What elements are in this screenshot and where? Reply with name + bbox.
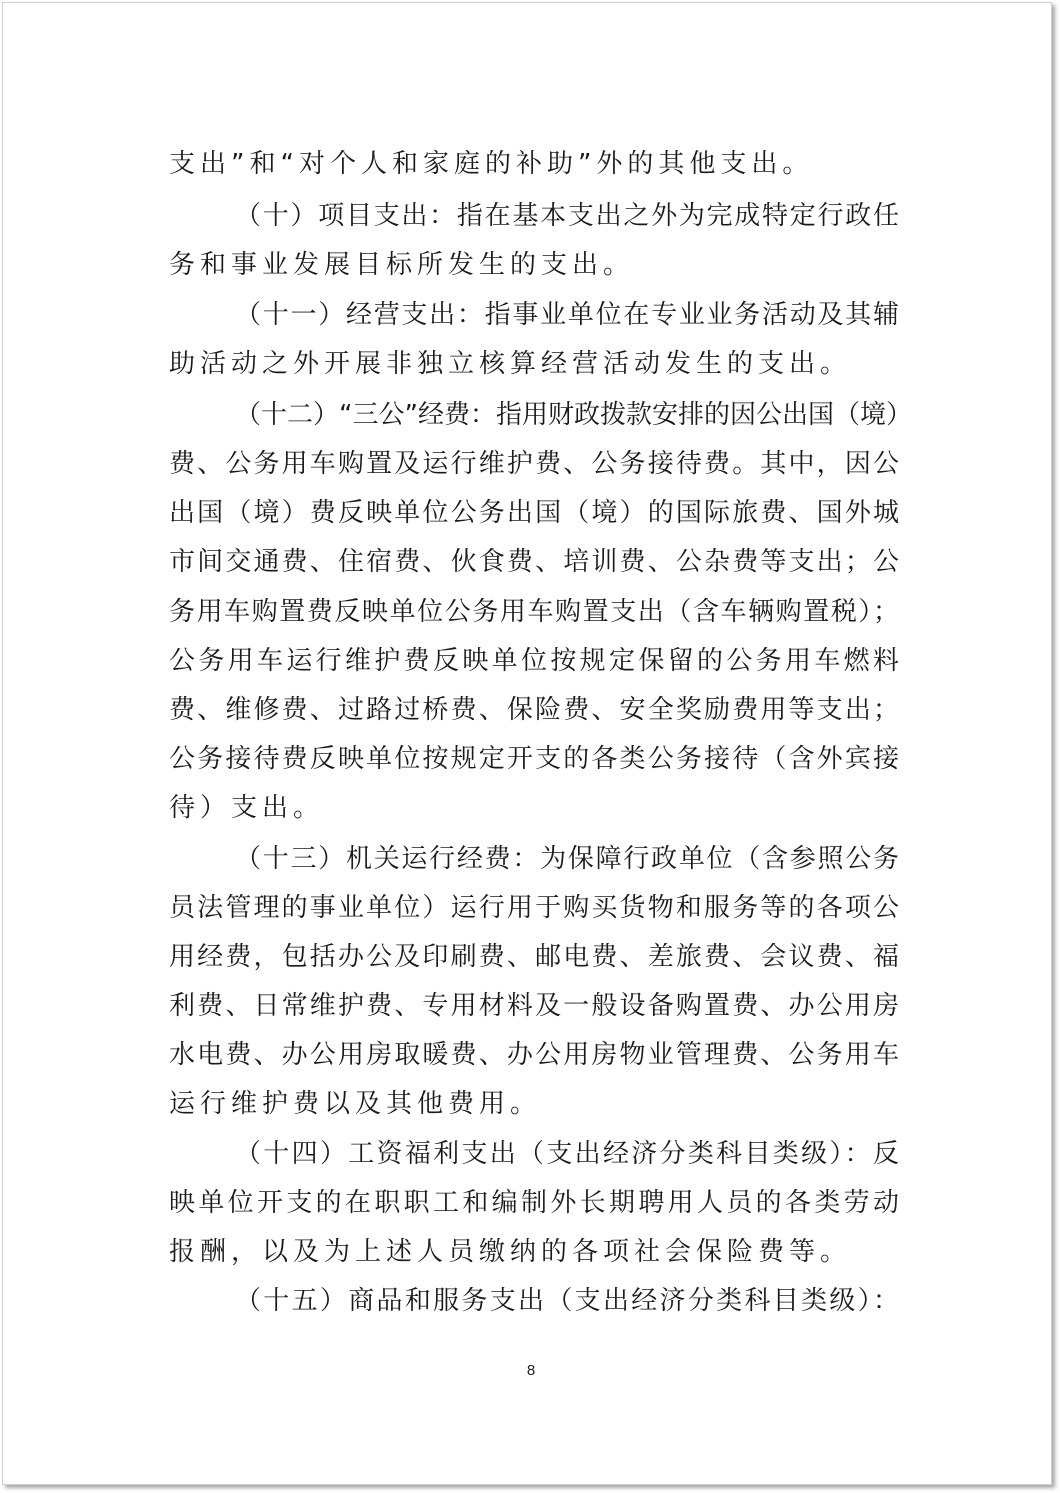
text-line: 务和事业发展目标所发生的支出。 [169, 250, 635, 280]
text-line: 用经费，包括办公及印刷费、邮电费、差旅费、会议费、福 [169, 942, 899, 972]
text-line: 利费、日常维护费、专用材料及一般设备购置费、办公用房 [169, 991, 899, 1021]
document-page [2, 2, 1052, 1485]
text-line: （十四）工资福利支出（支出经济分类科目类级）：反 [235, 1139, 899, 1169]
text-line: （十）项目支出：指在基本支出之外为完成特定行政任 [235, 201, 899, 231]
page-number: 8 [526, 1362, 536, 1379]
text-line: 水电费、办公用房取暖费、办公用房物业管理费、公务用车 [169, 1040, 899, 1070]
text-line: 费、维修费、过路过桥费、保险费、安全奖励费用等支出； [169, 695, 899, 725]
text-line: （十一）经营支出：指事业单位在专业业务活动及其辅 [235, 300, 899, 330]
text-line: 公务用车运行维护费反映单位按规定保留的公务用车燃料 [169, 646, 899, 676]
text-line: 员法管理的事业单位）运行用于购买货物和服务等的各项公 [169, 893, 899, 923]
text-line: 待）支出。 [169, 793, 325, 823]
text-line: 运行维护费以及其他费用。 [169, 1089, 542, 1119]
text-line: 公务接待费反映单位按规定开支的各类公务接待（含外宾接 [169, 744, 899, 774]
text-line: （十三）机关运行经费：为保障行政单位（含参照公务 [235, 844, 899, 874]
text-line: 出国（境）费反映单位公务出国（境）的国际旅费、国外城 [169, 498, 899, 528]
text-line: （十五）商品和服务支出（支出经济分类科目类级）： [235, 1286, 899, 1316]
text-line: 报酬，以及为上述人员缴纳的各项社会保险费等。 [169, 1237, 852, 1267]
text-line: 务用车购置费反映单位公务用车购置支出（含车辆购置税）； [169, 597, 899, 627]
text-line: 映单位开支的在职职工和编制外长期聘用人员的各类劳动 [169, 1188, 899, 1218]
text-line: 支出”和“对个人和家庭的补助”外的其他支出。 [169, 149, 814, 179]
text-line: 市间交通费、住宿费、伙食费、培训费、公杂费等支出；公 [169, 547, 899, 577]
text-line: （十二）“三公”经费：指用财政拨款安排的因公出国（境） [235, 400, 912, 430]
text-line: 费、公务用车购置及运行维护费、公务接待费。其中，因公 [169, 449, 899, 479]
text-line: 助活动之外开展非独立核算经营活动发生的支出。 [169, 349, 852, 379]
